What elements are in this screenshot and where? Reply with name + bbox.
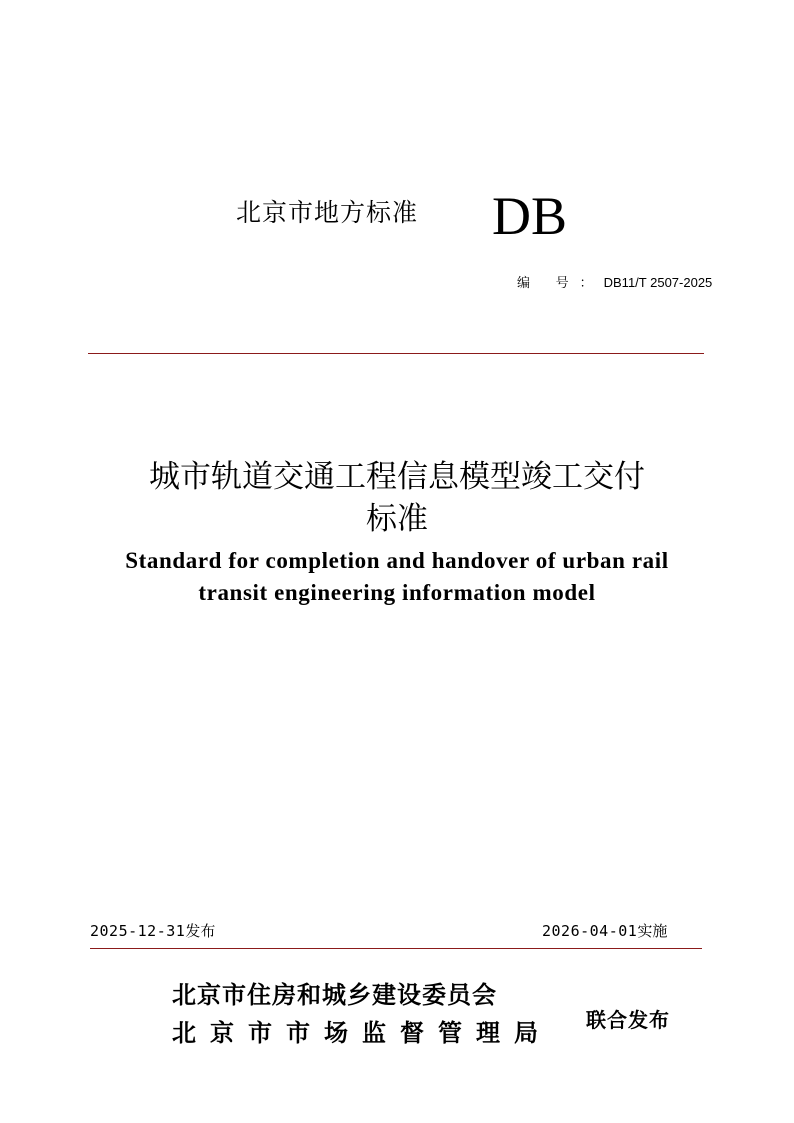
implement-label: 实施 bbox=[637, 922, 668, 940]
implement-date: 2026-04-01 bbox=[542, 922, 638, 940]
standard-code bbox=[517, 272, 712, 291]
joint-publish-label: 联合发布 bbox=[586, 1008, 670, 1032]
publisher-market-bureau: 北京市市场监督管理局 bbox=[172, 1019, 552, 1047]
issue-label: 发布 bbox=[185, 922, 216, 940]
title-en-line1: Standard for completion and handover of urban rail bbox=[125, 548, 669, 573]
issue-date-block bbox=[90, 920, 215, 941]
bottom-divider bbox=[90, 948, 702, 949]
code-label: 编 号： bbox=[517, 275, 604, 290]
issue-date: 2025-12-31 bbox=[90, 922, 186, 940]
title-zh-line1: 城市轨道交通工程信息模型竣工交付 bbox=[149, 459, 645, 495]
standard-type-label: 北京市地方标准 bbox=[236, 198, 419, 227]
implement-date-block bbox=[542, 920, 667, 941]
db-mark: DB bbox=[492, 186, 568, 246]
code-value: DB11/T 2507-2025 bbox=[603, 275, 713, 290]
title-en-line2: transit engineering information model bbox=[198, 580, 596, 605]
title-zh-line2: 标准 bbox=[366, 501, 428, 537]
top-divider bbox=[88, 353, 704, 354]
publisher-housing-commission: 北京市住房和城乡建设委员会 bbox=[172, 981, 497, 1009]
